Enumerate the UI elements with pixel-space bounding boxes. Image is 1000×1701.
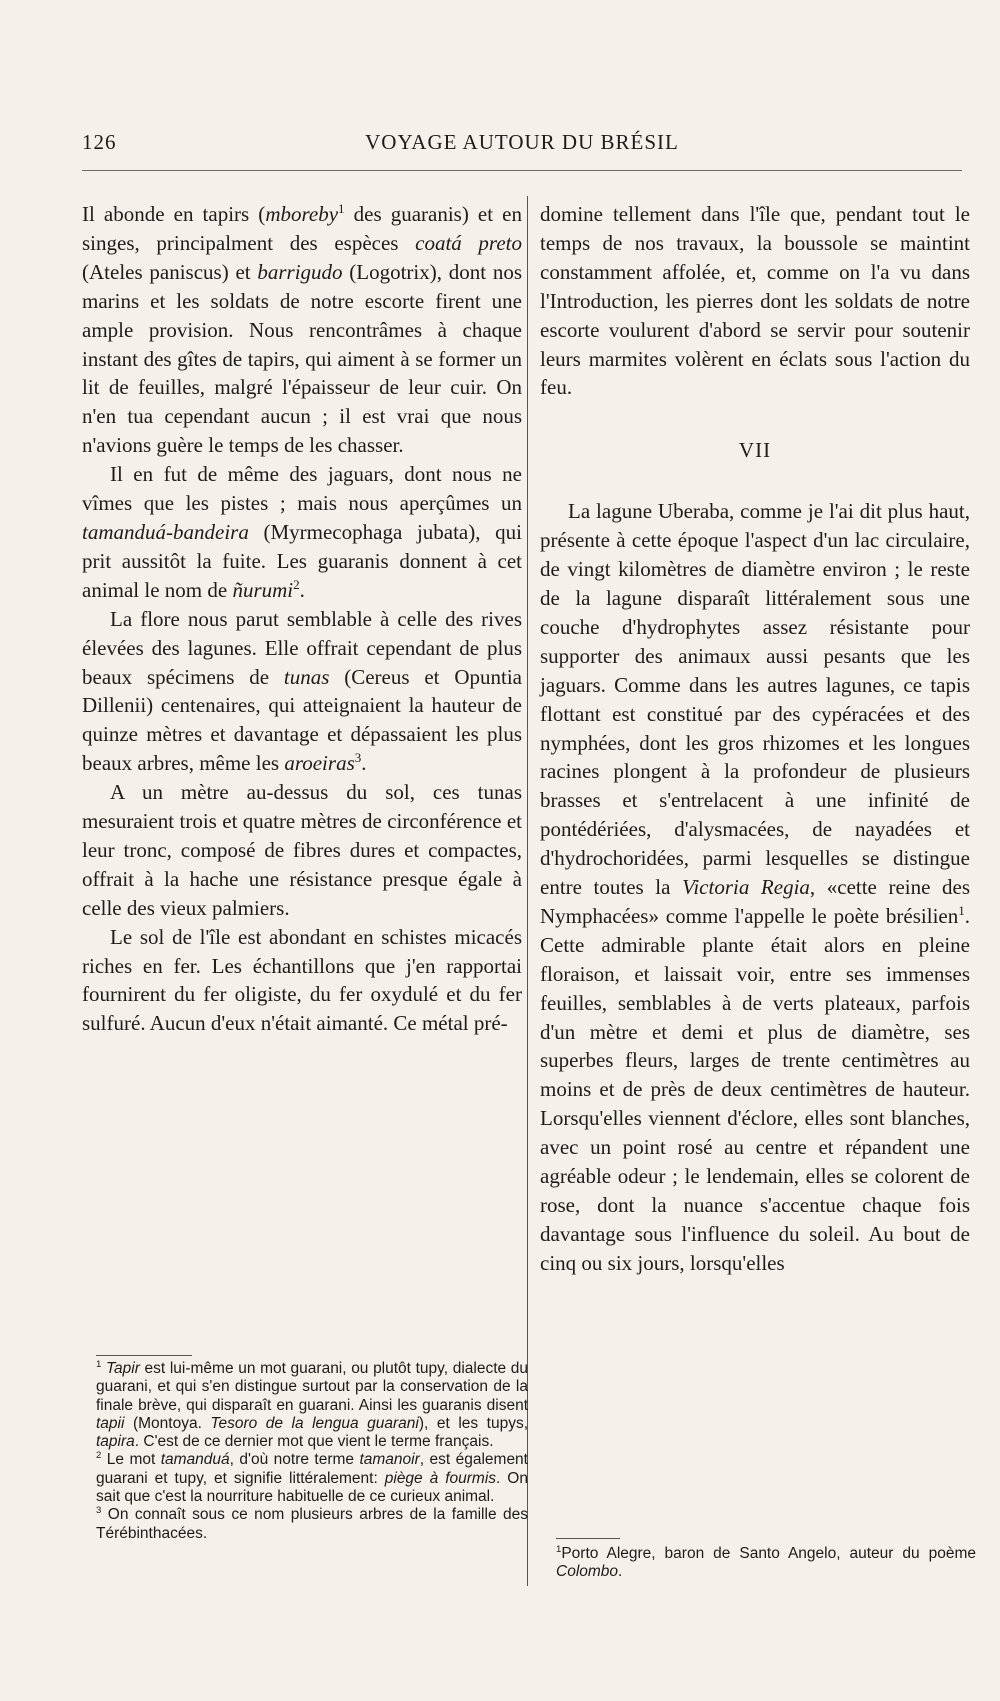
- right-paragraph-1: domine tellement dans l'île que, pendant tout le temps de nos travaux, la boussole se maintint constamment affolée, et, comme on l'a vu dans l'Introduction, les pierres dont les soldats de notre escorte voulurent d'abord se servir pour soutenir leurs marmites volèrent en éclats sous l'action du feu.: [540, 202, 970, 400]
- text-run: (Logotrix), dont nos marins et les soldats de notre escorte firent une ample provision. Nous rencontrâmes à chaque instant des gîtes de tapirs, qui aiment à se former un lit de feuilles, malgré l'épaisseur de leur cuir. On n'en tua cependant aucun ; il est vrai que nous n'avions guère le temps de les chasser.: [82, 259, 522, 458]
- text-run: .: [299, 577, 305, 602]
- text-run: (Montoya.: [124, 1414, 211, 1432]
- italic-term: barrigudo: [257, 259, 343, 284]
- text-run: . C'est de ce dernier mot que vient le terme français.: [134, 1433, 494, 1451]
- italic-term: tamanoir: [359, 1451, 420, 1469]
- italic-term: Tesoro de la lengua guarani: [210, 1414, 419, 1432]
- left-paragraph-2: [82, 460, 522, 605]
- text-run: On connaît sous ce nom plusieurs arbres de la famille des Térébinthacées.: [96, 1506, 528, 1542]
- italic-term: tapii: [96, 1414, 125, 1432]
- italic-term: mboreby: [265, 202, 339, 226]
- footnote-2: [96, 1451, 528, 1506]
- italic-term: aroeiras: [284, 751, 355, 776]
- text-run: (Ateles paniscus) et: [82, 259, 258, 284]
- italic-term: tapira: [96, 1433, 135, 1451]
- section-heading: VII: [738, 438, 772, 463]
- page-header: [82, 130, 962, 166]
- footnote-1: [96, 1360, 528, 1451]
- text-run: est lui-même un mot guarani, ou plutôt tupy, dialecte du guarani, et qui s'en distingue surtout par la conservation de la finale brève, qui disparaît en guarani. Ainsi les guaranis disent: [96, 1360, 529, 1414]
- text-run: Porto Alegre, baron de Santo Angelo, auteur du poème: [561, 1545, 976, 1562]
- text-run: Il abonde en tapirs (: [82, 202, 266, 226]
- footnote-ref: 1: [338, 201, 345, 216]
- text-run: Il en fut de même des jaguars, dont nous ne vîmes que les pistes ; mais nous aperçûmes un: [82, 462, 522, 516]
- italic-term: tamanduá-bandeira: [82, 519, 249, 544]
- text-run: .: [361, 751, 367, 776]
- text-run: . On sait que c'est la nourriture habituelle de ce curieux animal.: [96, 1469, 528, 1506]
- text-run: Le mot: [106, 1451, 161, 1469]
- italic-term: tunas: [283, 664, 330, 689]
- header-rule: [82, 170, 962, 171]
- text-run: , est également guarani et tupy, et signifie littéralement:: [96, 1451, 528, 1487]
- footnote-rule-left: [96, 1355, 192, 1356]
- footnote-ref: 3: [354, 750, 362, 766]
- left-paragraph-1: [82, 200, 522, 460]
- italic-term: Colombo: [556, 1563, 619, 1581]
- right-footnotes: [556, 1545, 976, 1582]
- text-run: (Cereus et Opuntia Dillenii) centenaires, qui atteignaient la hauteur de quinze mètres et davantage et dépassaient les plus beaux arbres, même les: [82, 664, 522, 776]
- footnote-number: 3: [96, 1505, 102, 1517]
- text-run: .: [618, 1563, 623, 1581]
- italic-term: Tapir: [105, 1360, 140, 1377]
- footnote-1-right: [556, 1545, 976, 1582]
- text-run: ), et les tupys,: [418, 1414, 529, 1432]
- footnote-3: [96, 1506, 528, 1543]
- footnote-ref: 2: [293, 576, 300, 592]
- footnote-rule-right: [556, 1538, 620, 1539]
- italic-term: piège à fourmis: [384, 1469, 497, 1487]
- text-run: , d'où notre terme: [229, 1451, 360, 1469]
- footnote-ref: 1: [958, 902, 965, 918]
- text-run: La lagune Uberaba, comme je l'ai dit plus haut, présente à cette époque l'aspect d'un lac circulaire, de vingt kilomètres de diamètre environ ; le reste de la lagune disparaît littéralement sous une couche d'hydrophytes assez résistante pour supporter des animaux aussi pesants que les jaguars. Comme dans les autres lagunes, ce tapis flottant est constitué par des cypéracées et des nymphées, dont les gros rhizomes et les longues racines plongent à la profondeur de plusieurs brasses et s'entrelacent à une infinité de pontédériées, d'alysmacées, de nayadées et d'hydrochoridées, parmi lesquelles se distingue entre toutes la: [540, 499, 970, 900]
- italic-term: Victoria Regia: [682, 875, 810, 900]
- left-paragraph-3: [82, 605, 522, 778]
- italic-term: tamanduá: [160, 1451, 230, 1469]
- text-run: des guaranis) et en singes, principalment des espèces: [82, 202, 522, 255]
- footnote-number: 2: [96, 1450, 102, 1462]
- text-run: , «cette reine des Nymphacées» comme l'appelle le poète brésilien: [540, 875, 971, 928]
- right-paragraph-2: [540, 497, 970, 1277]
- italic-term: coatá preto: [415, 230, 522, 255]
- right-column: [540, 200, 970, 1278]
- left-footnotes: [96, 1360, 528, 1543]
- left-column: [82, 200, 522, 1038]
- text-run: . Cette admirable plante était alors en pleine floraison, et laissait voir, entre ses immenses feuilles, semblables à de verts plateaux, parfois d'un mètre et demi et plus de diamètre, ses superbes fleurs, larges de trente centimètres au moins et de près de deux centimètres de hauteur. Lorsqu'elles viennent d'éclore, elles sont blanches, avec un point rosé au centre et répandent une agréable odeur ; le lendemain, elles se colorent de rose, dont la nuance s'accentue chaque fois davantage sous l'influence du soleil. Au bout de cinq ou six jours, lorsqu'elles: [540, 903, 970, 1275]
- left-paragraph-5: Le sol de l'île est abondant en schistes micacés riches en fer. Les échantillons que j'en rapportai fournirent du fer oligiste, du fer oxydulé et du fer sulfuré. Aucun d'eux n'était aimanté. Ce métal pré-: [82, 924, 522, 1036]
- left-paragraph-4: A un mètre au-dessus du sol, ces tunas mesuraient trois et quatre mètres de circonférence et leur tronc, composé de fibres dures et compactes, offrait à la hache une résistance presque égale à celle des vieux palmiers.: [82, 780, 522, 920]
- footnote-number: 1: [556, 1543, 562, 1555]
- italic-term: ñurumi: [232, 577, 294, 602]
- footnote-number: 1: [96, 1358, 102, 1370]
- page-number: 126: [82, 130, 117, 154]
- running-title: VOYAGE AUTOUR DU BRÉSIL: [365, 130, 679, 154]
- text-run: (Myrmecophaga jubata), qui prit aussitôt la fuite. Les guaranis donnent à cet animal le nom de: [82, 519, 522, 602]
- text-run: La flore nous parut semblable à celle des rives élevées des lagunes. Elle offrait cependant de plus beaux spécimens de: [82, 606, 522, 689]
